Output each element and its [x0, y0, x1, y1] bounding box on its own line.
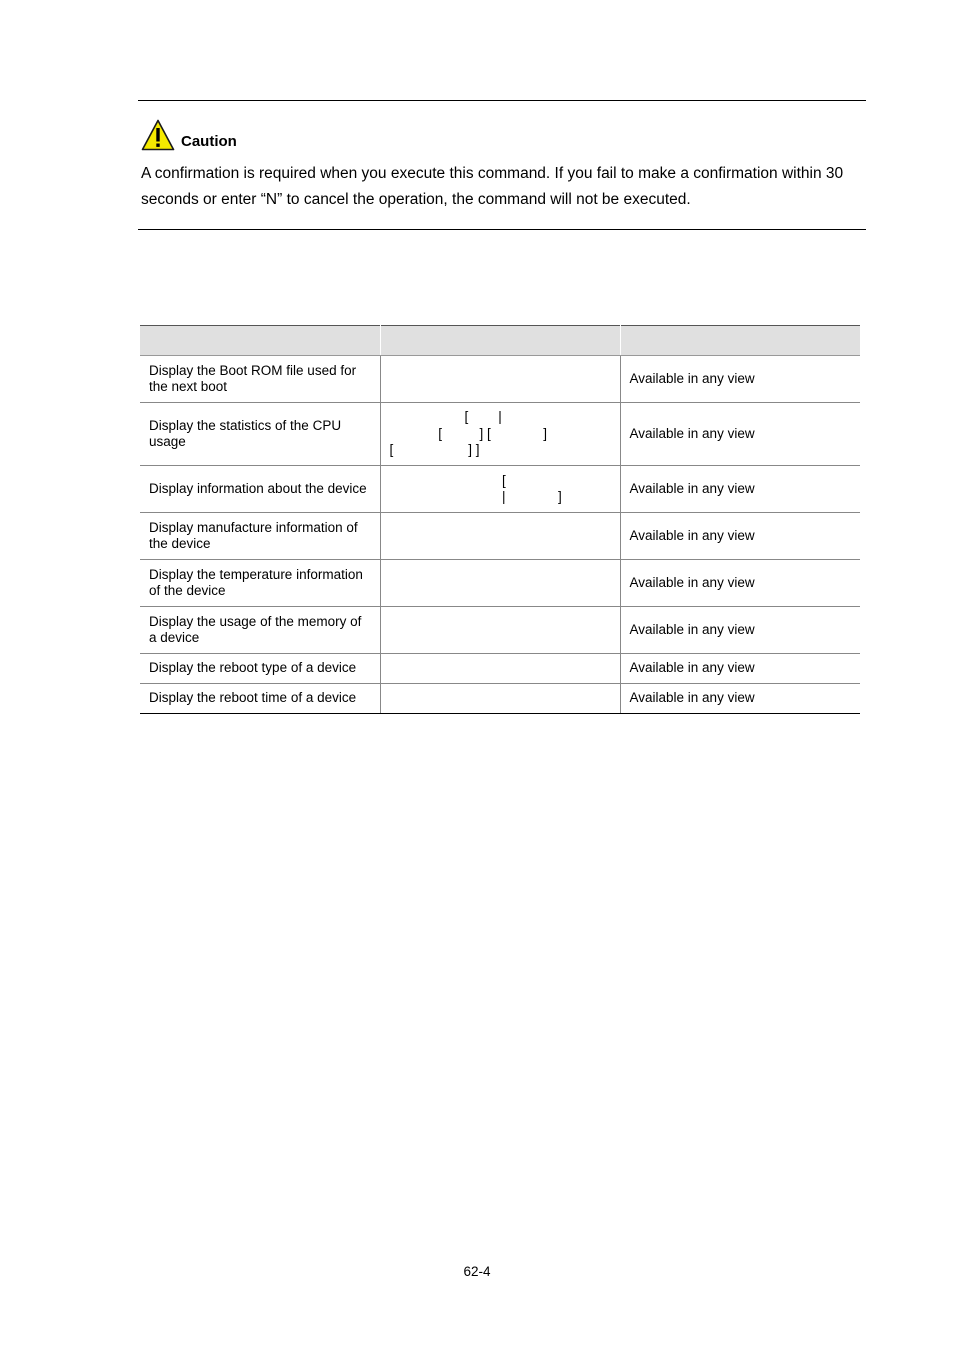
- cell-description: Display the statistics of the CPU usage: [140, 403, 380, 466]
- cell-description: Display the reboot type of a device: [140, 654, 380, 684]
- command-syntax-line: [ |: [389, 409, 502, 425]
- table-row: [140, 513, 860, 560]
- table-row: [140, 684, 860, 714]
- table-body: [140, 356, 860, 714]
- cell-command: [380, 466, 620, 513]
- table-row: [140, 466, 860, 513]
- cell-description: Display the Boot ROM file used for the next boot: [140, 356, 380, 403]
- command-syntax-line: | ]: [389, 489, 562, 504]
- cell-remarks: Available in any view: [620, 403, 860, 466]
- table-row: [140, 560, 860, 607]
- caution-title: Caution: [181, 133, 237, 150]
- cell-remarks: Available in any view: [620, 513, 860, 560]
- command-syntax-line: [ ] ]: [389, 442, 480, 458]
- cell-description: Display the temperature information of the device: [140, 560, 380, 607]
- cell-command: [380, 356, 620, 403]
- caution-header: [141, 117, 237, 151]
- cell-command: [380, 654, 620, 684]
- cell-remarks: Available in any view: [620, 466, 860, 513]
- table-header-row: [140, 326, 860, 356]
- caution-bottom-rule: [138, 229, 866, 230]
- cell-description: Display manufacture information of the device: [140, 513, 380, 560]
- cell-command: [380, 403, 620, 466]
- caution-top-rule: [138, 100, 866, 101]
- command-syntax-line: [: [389, 472, 506, 488]
- cell-command: [380, 513, 620, 560]
- table-row: [140, 607, 860, 654]
- header-cell-remarks: [620, 326, 860, 356]
- cell-remarks: Available in any view: [620, 560, 860, 607]
- command-table: [140, 325, 860, 714]
- warning-triangle-icon: [141, 119, 175, 151]
- cell-remarks: Available in any view: [620, 684, 860, 714]
- table-row: [140, 356, 860, 403]
- table-row: [140, 654, 860, 684]
- page-number: 62-4: [463, 1264, 491, 1279]
- cell-command: [380, 560, 620, 607]
- cell-remarks: Available in any view: [620, 654, 860, 684]
- command-syntax-line: [ ] [ ]: [389, 425, 548, 441]
- caution-text: A confirmation is required when you execute this command. If you fail to make a confirmation within 30 seconds or enter “N” to cancel the operation, the command will not be executed.: [141, 165, 844, 208]
- header-cell-command: [380, 326, 620, 356]
- cell-remarks: Available in any view: [620, 356, 860, 403]
- cell-command: [380, 607, 620, 654]
- table-row: [140, 403, 860, 466]
- cell-remarks: Available in any view: [620, 607, 860, 654]
- cell-description: Display the reboot time of a device: [140, 684, 380, 714]
- header-cell-description: [140, 326, 380, 356]
- cell-command: [380, 684, 620, 714]
- cell-description: Display the usage of the memory of a device: [140, 607, 380, 654]
- cell-description: Display information about the device: [140, 466, 380, 513]
